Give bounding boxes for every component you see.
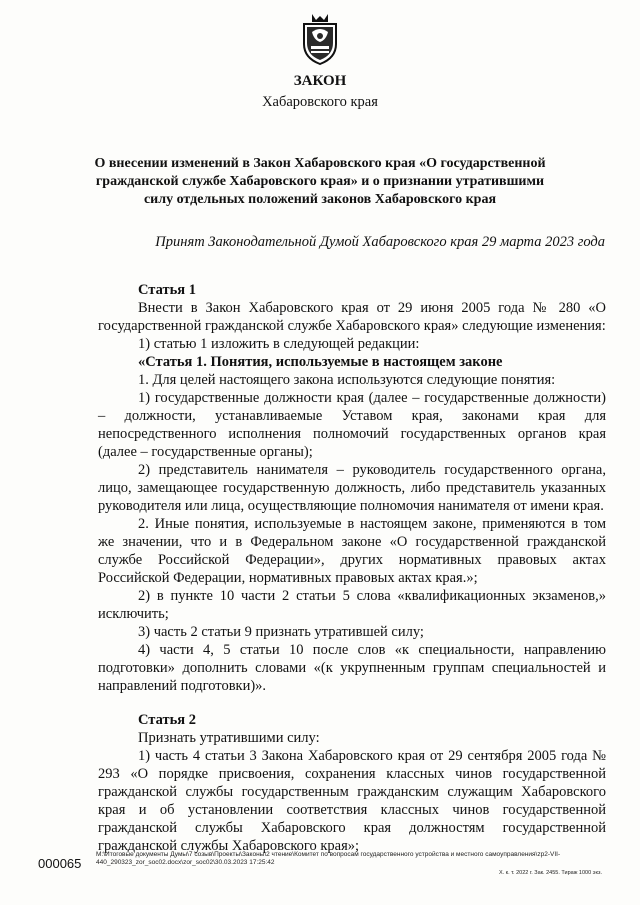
file-path: M:\Итоговые документы Думы\7 созыв\Проекты\Законы\2 чтение\Комитет по вопросам государственного устройства и местного самоуправления\zp2-VII-440_290323_zor_soc02.docx\zor_soc02\30.03.2023 17:25:42 [96,851,561,866]
article-2-item-1: 1) часть 4 статьи 3 Закона Хабаровского края от 29 сентября 2005 года № 293 «О порядке присвоения, сохранения классных чинов государственной гражданской службы государственным гражданским служащим Хабаровского края и об установлении соответствия классных чинов государственной гражданской службы Хабаровского края должностям государственной гражданской службы Хабаровского края»; [98,748,606,854]
article-1-paragraph-1-2: 2) представитель нанимателя – руководитель государственного органа, лицо, замещающее государственную должность, либо представитель указанных руководителя или лица, осуществляющие полномочия нанимателя от имени края. [98,462,606,514]
article-1-paragraph-1-1: 1) государственные должности края (далее – государственные должности) – должности, устанавливаемые Уставом края, законами края для непосредственного исполнения полномочий государственных органов края (далее – государственные органы); [98,390,606,460]
document-region: Хабаровского края [262,94,378,110]
article-1-item-4: 4) части 4, 5 статьи 10 после слов «к специальности, направлению подготовки» дополнить словами «(к укрупненным группам специальностей и направлений подготовки)». [98,642,606,694]
law-title: О внесении изменений в Закон Хабаровского края «О государственной гражданской службе Хабаровского края» и о признании утратившими силу отдельных положений законов Хабаровского края [94,156,546,207]
adoption-note: Принят Законодательной Думой Хабаровского края 29 марта 2023 года [155,234,605,250]
article-2-intro: Признать утратившими силу: [138,730,320,746]
article-1-item-2: 2) в пункте 10 части 2 статьи 5 слова «квалификационных экзаменов,» исключить; [98,588,606,622]
document-type-title: ЗАКОН [293,73,347,89]
article-1-item-3: 3) часть 2 статьи 9 признать утратившей силу; [138,624,424,640]
quoted-article-heading: «Статья 1. Понятия, используемые в настоящем законе [138,354,503,370]
article-1-intro: Внести в Закон Хабаровского края от 29 июня 2005 года № 280 «О государственной гражданской службе Хабаровского края» следующие изменения: [98,300,606,334]
section-gap [98,695,606,711]
article-1-paragraph-1: 1. Для целей настоящего закона используются следующие понятия: [138,372,556,388]
coat-of-arms-icon [298,10,342,66]
document-number: 000065 [38,856,82,871]
article-1-paragraph-2: 2. Иные понятия, используемые в настоящем законе, применяются в том же значении, что и в Федеральном законе «О государственной гражданской службе Российской Федерации», других нормативных правовых актах Российской Федерации, нормативных правовых актах края.»; [98,516,606,586]
article-1-heading: Статья 1 [138,282,196,298]
article-2-heading: Статья 2 [138,712,196,728]
article-1-item-1: 1) статью 1 изложить в следующей редакции: [138,336,420,352]
print-info: Х. к. т. 2022 г. Зак. 2455. Тираж 1000 экз. [498,870,602,876]
document-body [98,281,606,855]
